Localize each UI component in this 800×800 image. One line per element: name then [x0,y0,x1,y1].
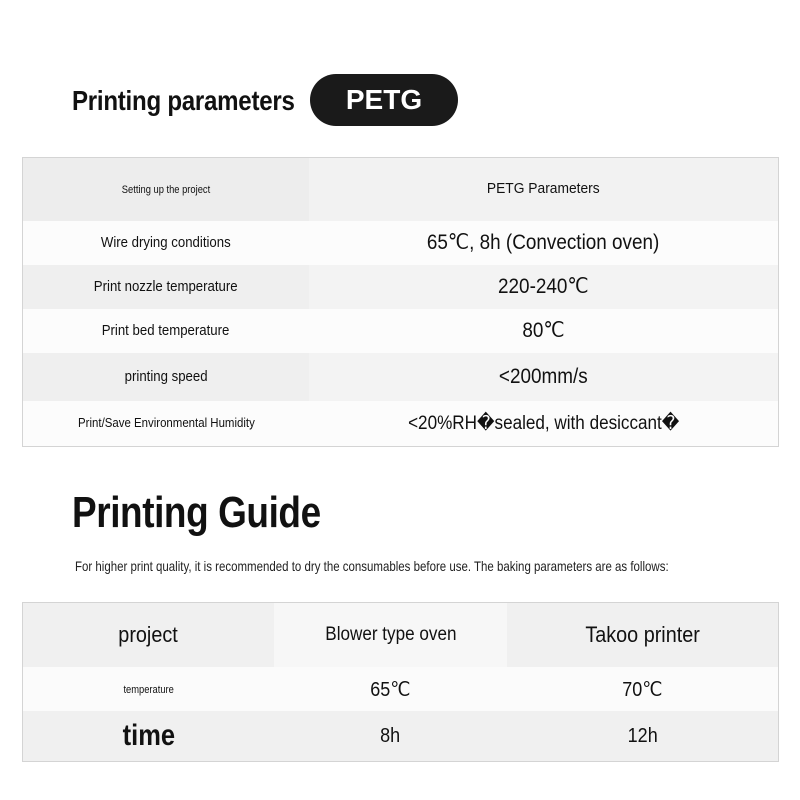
table-row [23,221,779,265]
guide-title: Printing Guide [72,488,321,537]
table-row [23,265,779,309]
row-value: 65℃, 8h (Convection oven) [309,221,779,265]
table-row [23,401,779,447]
row-label: Print/Save Environmental Humidity [23,401,310,447]
row-value: 12h [507,711,779,762]
row-value: 65℃ [274,667,507,711]
row-value: 220-240℃ [309,265,779,309]
table-header-row [23,158,779,221]
row-label: time [23,711,275,762]
header [72,74,423,128]
row-value: 8h [274,711,507,762]
page-title: Printing parameters [72,85,295,116]
row-label: printing speed [23,353,310,401]
material-badge: PETG [310,74,458,126]
row-value: 70℃ [507,667,779,711]
row-label: Print nozzle temperature [23,265,310,309]
header-cell-blower-oven: Blower type oven [274,603,507,668]
header-cell-project: Setting up the project [23,158,310,221]
row-value: <20%RH�sealed, with desiccant� [309,401,779,447]
header-cell-project: project [23,603,275,668]
row-value: <200mm/s [309,353,779,401]
table-header-row [23,603,779,668]
params-table [22,157,779,447]
table-row [23,711,779,762]
guide-table [22,602,779,762]
table-row [23,667,779,711]
row-label: Wire drying conditions [23,221,310,265]
header-cell-parameters: PETG Parameters [309,158,779,221]
row-label: Print bed temperature [23,309,310,353]
header-cell-takoo-printer: Takoo printer [507,603,779,668]
guide-description: For higher print quality, it is recommended to dry the consumables before use. The baking parameters are as follows: [75,558,669,574]
row-value: 80℃ [309,309,779,353]
table-row [23,353,779,401]
row-label: temperature [23,667,275,711]
table-row [23,309,779,353]
